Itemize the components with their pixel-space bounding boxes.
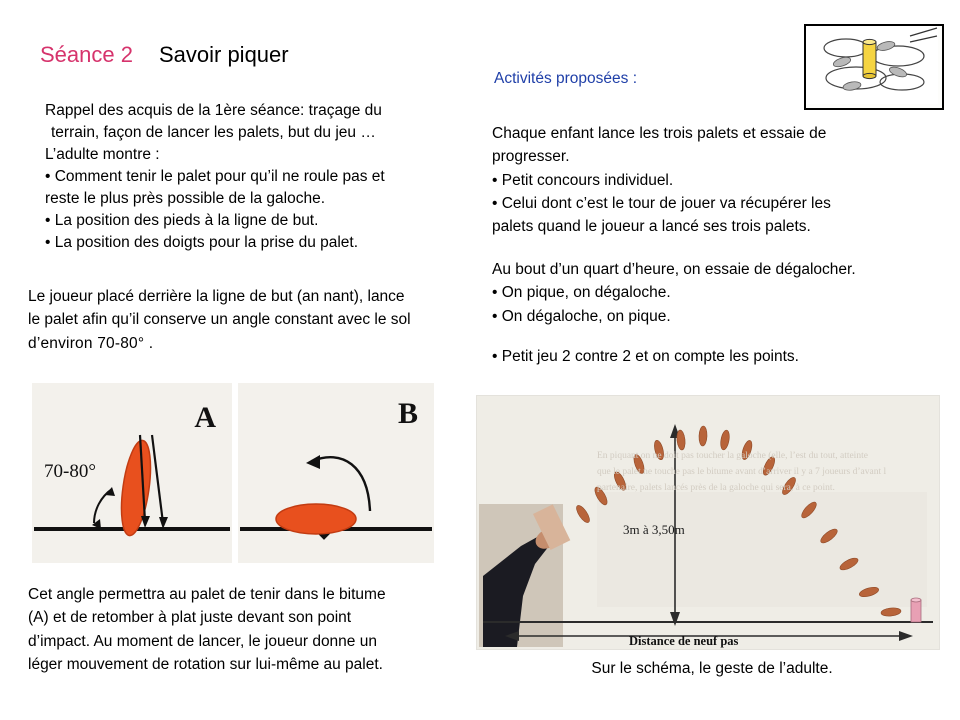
page-title bbox=[40, 42, 289, 68]
right-block-petit-jeu bbox=[492, 345, 932, 368]
activity-line: progresser. bbox=[492, 148, 570, 166]
bottom-line: (A) et de retomber à plat juste devant son point bbox=[28, 609, 352, 627]
intro-line: L’adulte montre : bbox=[45, 146, 160, 163]
intro-line: • La position des doigts pour la prise du palet. bbox=[45, 234, 359, 251]
intro-line: terrain, façon de lancer les palets, but du jeu … bbox=[51, 124, 376, 141]
svg-text:En piquant on ne doit pas touc: En piquant on ne doit pas toucher la galoche (elle, l’est du tout, atteinte bbox=[597, 451, 868, 461]
seance-label: Séance 2 bbox=[40, 42, 133, 67]
degalocher-line: • On pique, on dégaloche. bbox=[492, 284, 671, 302]
figure-b-letter: B bbox=[397, 397, 418, 430]
activity-line: • Celui dont c’est le tour de jouer va récupérer les bbox=[492, 194, 831, 212]
degalocher-line: • On dégaloche, on pique. bbox=[492, 307, 671, 325]
intro-line: • La position des pieds à la ligne de but. bbox=[45, 212, 319, 229]
schema-caption: Sur le schéma, le geste de l’adulte. bbox=[591, 660, 833, 677]
intro-line: Rappel des acquis de la 1ère séance: traçage du bbox=[45, 102, 382, 119]
figure-a-letter: A bbox=[194, 401, 216, 434]
joueur-line: d’environ 70-80° . bbox=[28, 334, 154, 352]
degalocher-line: Au bout d’un quart d’heure, on essaie de dégalocher. bbox=[492, 261, 856, 278]
title-main: Savoir piquer bbox=[158, 42, 289, 67]
activity-line: Chaque enfant lance les trois palets et essaie de bbox=[492, 125, 827, 142]
bottom-line: d’impact. Au moment de lancer, le joueur donne un bbox=[28, 632, 377, 650]
bottom-line: léger mouvement de rotation sur lui-même au palet. bbox=[28, 655, 383, 673]
svg-text:Distance de neuf pas: Distance de neuf pas bbox=[629, 634, 739, 648]
schema-photo-image bbox=[476, 395, 940, 650]
petit-jeu-line: • Petit jeu 2 contre 2 et on compte les points. bbox=[492, 348, 799, 365]
intro-line: • Comment tenir le palet pour qu’il ne roule pas et bbox=[45, 168, 385, 185]
left-joueur-text bbox=[28, 285, 488, 355]
joueur-line: Le joueur placé derrière la ligne de but (an nant), lance bbox=[28, 288, 405, 305]
left-bottom-text bbox=[28, 583, 478, 676]
right-block-activities bbox=[492, 122, 922, 238]
left-intro-text bbox=[45, 100, 465, 254]
intro-line: reste le plus près possible de la galoche. bbox=[45, 190, 326, 207]
svg-text:que le palet ne touche pas le: que le palet ne touche pas le bitume avant d’arriver il y a 7 joueurs d’avant l bbox=[597, 467, 887, 477]
svg-text:70-80°: 70-80° bbox=[44, 461, 96, 482]
joueur-line: le palet afin qu’il conserve un angle constant avec le sol bbox=[28, 311, 411, 329]
svg-text:3m à 3,50m: 3m à 3,50m bbox=[623, 522, 685, 537]
galoche-illustration-icon bbox=[806, 26, 938, 104]
schema-diagram bbox=[477, 396, 939, 649]
bottom-line: Cet angle permettra au palet de tenir dans le bitume bbox=[28, 586, 386, 603]
activity-line: • Petit concours individuel. bbox=[492, 171, 674, 189]
logo-image bbox=[804, 24, 944, 110]
activites-proposees-heading: Activités proposées : bbox=[494, 70, 638, 87]
activity-line: palets quand le joueur a lancé ses trois palets. bbox=[492, 218, 811, 235]
figure-a-image bbox=[32, 383, 232, 563]
svg-text:partenaire, palets lancés près: partenaire, palets lancés près de la galoche qui sera, à ce point. bbox=[597, 483, 835, 493]
right-block-degalocher bbox=[492, 258, 932, 328]
figure-b-image bbox=[238, 383, 434, 563]
